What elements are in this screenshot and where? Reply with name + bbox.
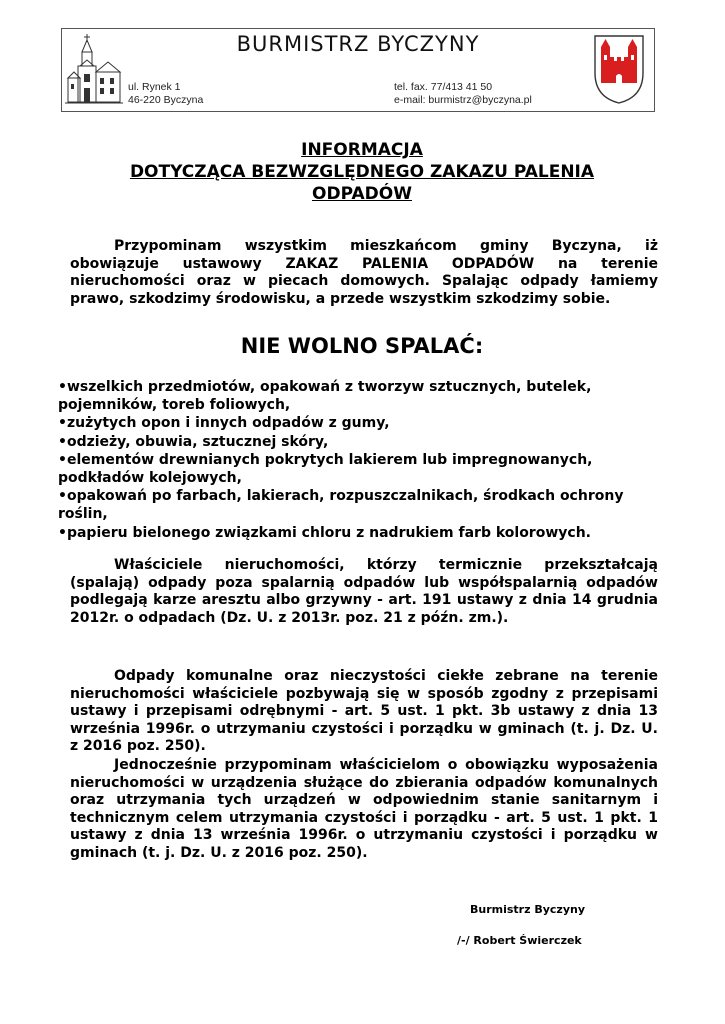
equipment-obligation-paragraph: Jednocześnie przypominam właścicielom o obowiązku wyposażenia nieruchomości w urządzenia służące do zbierania odpadów komunalnych oraz utrzymania tych urządzeń w odpowiednim stanie sanitarnym i technicznym celem utrzymania czystości i porządku - art. 5 ust. 1 pkt. 1 ustawy z dnia 13 września 1996r. o utrzymaniu czystości i porządku w gminach (t. j. Dz. U. z 2016 poz. 250).: [70, 757, 658, 861]
org-title: BURMISTRZ BYCZYNY: [236, 32, 480, 56]
heading-line-1: INFORMACJA: [301, 140, 423, 160]
intro-paragraph: Przypominam wszystkim mieszkańcom gminy Byczyna, iż obowiązuje ustawowy ZAKAZ PALENIA ODPADÓW na terenie nieruchomości oraz w piecach domowych. Spalając odpady łamiemy prawo, szkodzimy środowisku, a przede wszystkim szkodzimy sobie.: [70, 238, 658, 307]
postal-code-city: 46-220 Byczyna: [128, 94, 204, 106]
postal-address: [128, 81, 203, 107]
signature-name: /-/ Robert Świerczek: [457, 934, 582, 947]
list-item: •zużytych opon i innych odpadów z gumy,: [58, 415, 390, 432]
document-heading: [62, 139, 662, 205]
signature-title: Burmistrz Byczyny: [470, 903, 585, 916]
contact-info: [394, 81, 532, 107]
prohibition-headline: NIE WOLNO SPALAĆ:: [240, 334, 484, 358]
list-item: •odzieży, obuwia, sztucznej skóry,: [58, 433, 329, 450]
waste-disposal-paragraph: Odpady komunalne oraz nieczystości ciekłe zebrane na terenie nieruchomości właściciele pozbywają się w sposób zgodny z przepisami ustawy i przepisami odrębnymi - art. 5 ust. 1 pkt. 3b ustawy z dnia 13 września 1996r. o utrzymaniu czystości i porządku w gminach (t. j. Dz. U. z 2016 poz. 250).: [70, 668, 658, 754]
letterhead: [61, 28, 655, 112]
heading-line-2: DOTYCZĄCA BEZWZGLĘDNEGO ZAKAZU PALENIA: [129, 162, 595, 182]
email-address: e-mail: burmistrz@byczyna.pl: [394, 94, 532, 106]
heading-line-3: ODPADÓW: [312, 184, 412, 204]
prohibited-items-list: [58, 378, 663, 542]
list-item: •papieru bielonego związkami chloru z nadrukiem farb kolorowych.: [58, 524, 591, 541]
coat-of-arms-icon: [592, 33, 646, 105]
list-item: •wszelkich przedmiotów, opakowań z tworzyw sztucznych, butelek, pojemników, toreb foliowych,: [58, 379, 592, 414]
phone-fax: tel. fax. 77/413 41 50: [394, 81, 493, 93]
list-item: •opakowań po farbach, lakierach, rozpuszczalnikach, środkach ochrony roślin,: [58, 488, 624, 523]
list-item: •elementów drewnianych pokrytych lakierem lub impregnowanych, podkładów kolejowych,: [58, 451, 593, 487]
street-address: ul. Rynek 1: [128, 81, 181, 93]
penalty-paragraph: Właściciele nieruchomości, którzy termicznie przekształcają (spalają) odpady poza spalarnią odpadów lub współspalarnią odpadów podlegają karze aresztu albo grzywny - art. 191 ustawy z dnia 14 grudnia 2012r. o odpadach (Dz. U. z 2013r. poz. 21 z późn. zm.).: [70, 557, 658, 626]
